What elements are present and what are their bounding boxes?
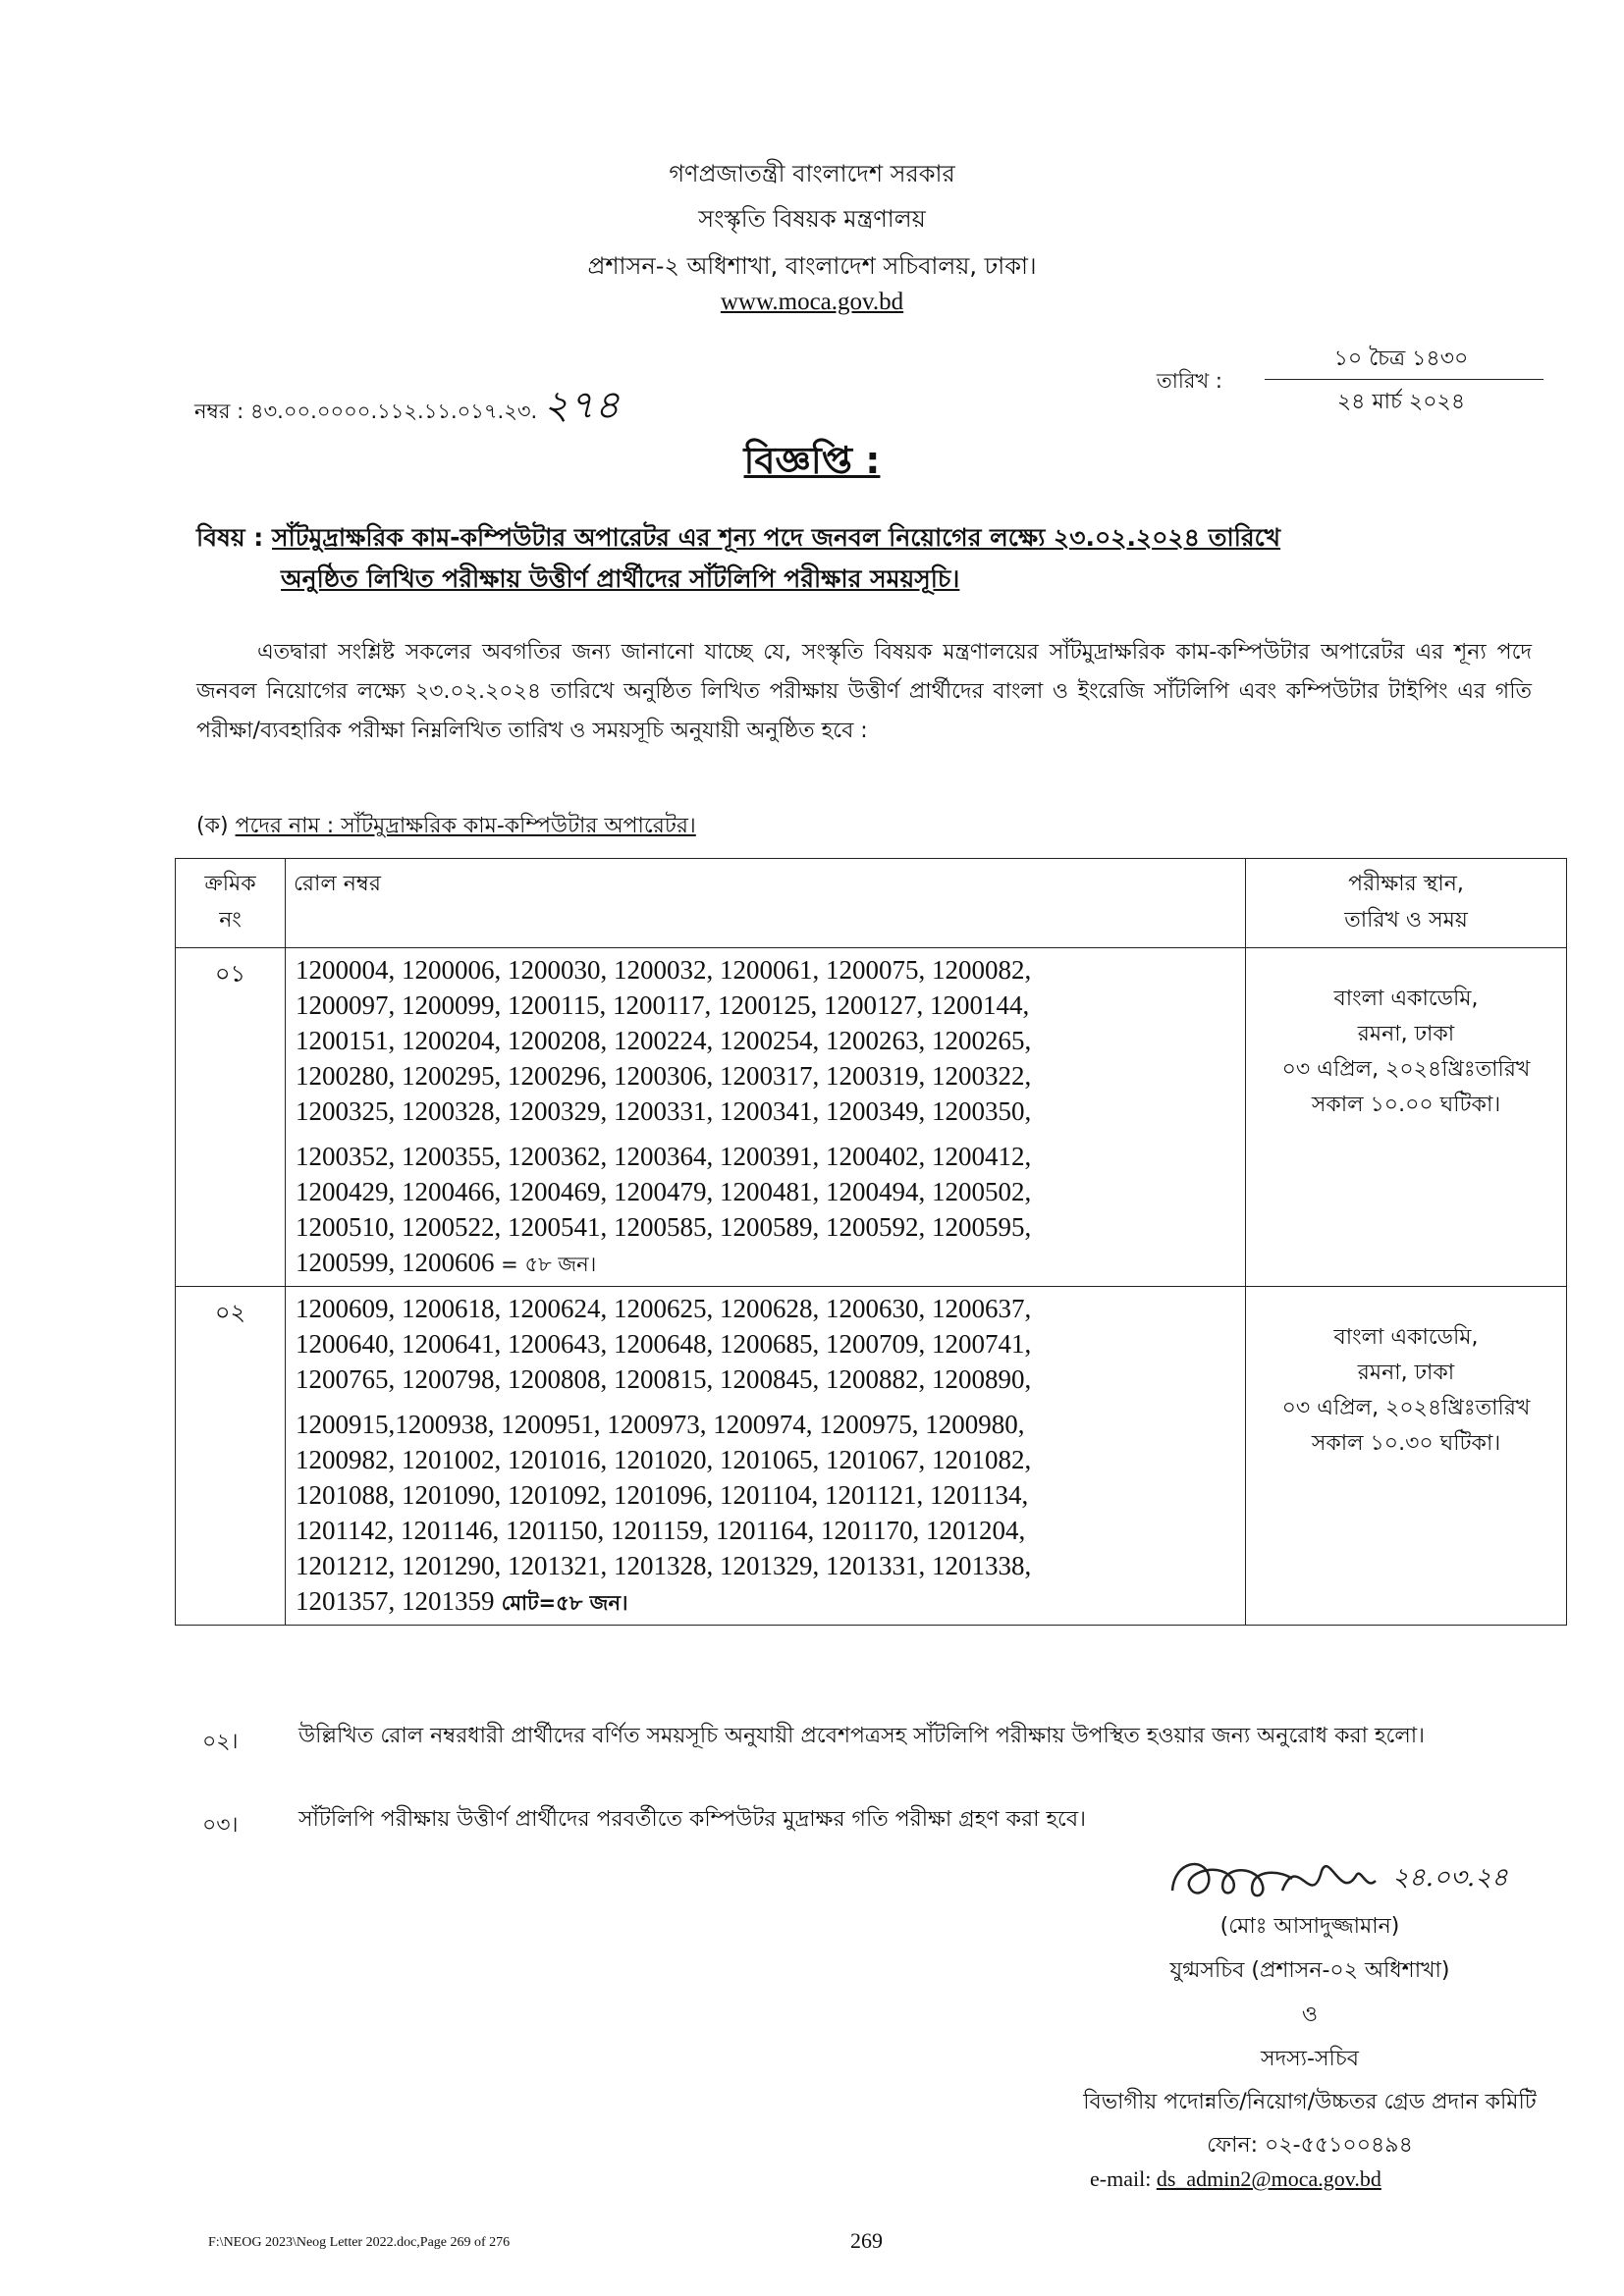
roll-line: 1200915,1200938, 1200951, 1200973, 1200974, 1200975, 1200980, (296, 1410, 1025, 1439)
venue-date: ০৩ এপ্রিল, ২০২৪খ্রিঃতারিখ (1281, 1057, 1531, 1082)
note-number: ০২। (202, 1730, 239, 1754)
header-serial-line2: নং (219, 908, 242, 933)
header-venue-line1: পরীক্ষার স্থান, (1348, 872, 1464, 896)
header-serial-line1: ক্রমিক (204, 872, 256, 896)
date-divider (1265, 379, 1543, 380)
header-roll: রোল নম্বর (286, 859, 1246, 948)
venue-cell (1246, 1287, 1567, 1626)
subject-line-2: অনুষ্ঠিত লিখিত পরীক্ষায় উত্তীর্ণ প্রার্থীদের সাঁটলিপি পরীক্ষার সময়সূচি। (281, 564, 960, 593)
signatory-committee: বিভাগীয় পদোন্নতি/নিয়োগ/উচ্চতর গ্রেড প্রদান কমিটি (1083, 2090, 1537, 2114)
roll-line: 1200325, 1200328, 1200329, 1200331, 1200341, 1200349, 1200350, (296, 1096, 1032, 1126)
table-header-row (176, 859, 1567, 948)
subject (196, 517, 1571, 600)
venue-area: রমনা, ঢাকা (1357, 1361, 1455, 1385)
subject-label: বিষয় : (196, 523, 264, 552)
roll-line-last (296, 1245, 1235, 1282)
notice-title: বিজ্ঞপ্তি : (743, 439, 881, 482)
post-prefix: (ক) (196, 814, 229, 838)
ministry-website-link[interactable]: www.moca.gov.bd (720, 289, 904, 315)
header-venue-line2: তারিখ ও সময় (1344, 908, 1468, 933)
row-serial: ০১ (176, 948, 286, 1287)
body-paragraph: এতদ্বারা সংশ্লিষ্ট সকলের অবগতির জন্য জানানো যাচ্ছে যে, সংস্কৃতি বিষয়ক মন্ত্রণালয়ের সাঁটমুদ্রাক্ষরিক কাম-কম্পিউটার অপারেটর এর শূন্য পদে জনবল নিয়োগের লক্ষ্যে ২৩.০২.২০২৪ তারিখে অনুষ্ঠিত লিখিত পরীক্ষায় উত্তীর্ণ প্রার্থীদের বাংলা ও ইংরেজি সাঁটলিপি এবং কম্পিউটার টাইপিং এর গতি পরীক্ষা/ব্যবহারিক পরীক্ষা নিম্নলিখিত তারিখ ও সময়সূচি অনুযায়ী অনুষ্ঠিত হবে : (196, 640, 1532, 743)
govt-name: গণপ্রজাতন্ত্রী বাংলাদেশ সরকার (669, 160, 955, 187)
roll-line: 1201142, 1201146, 1201150, 1201159, 1201164, 1201170, 1201204, (296, 1516, 1026, 1545)
roll-table (175, 858, 1567, 1626)
roll-total: = ৫৮ জন। (494, 1253, 597, 1276)
roll-numbers-cell (286, 1287, 1246, 1626)
post-name: পদের নাম : সাঁটমুদ্রাক্ষরিক কাম-কম্পিউটার অপারেটর। (235, 814, 696, 838)
venue-cell (1246, 948, 1567, 1287)
roll-line: 1201212, 1201290, 1201321, 1201328, 1201329, 1201331, 1201338, (296, 1551, 1032, 1580)
roll-line: 1200004, 1200006, 1200030, 1200032, 1200061, 1200075, 1200082, (296, 955, 1032, 985)
header-venue (1246, 859, 1567, 948)
venue-time: সকাল ১০.৩০ ঘটিকা। (1311, 1431, 1501, 1456)
venue-time: সকাল ১০.০০ ঘটিকা। (1311, 1093, 1501, 1117)
roll-line: 1200982, 1201002, 1201016, 1201020, 1201065, 1201067, 1201082, (296, 1445, 1032, 1474)
roll-line: 1200151, 1200204, 1200208, 1200224, 1200254, 1200263, 1200265, (296, 1026, 1032, 1055)
date-bangla: ১০ চৈত্র ১৪৩০ (1333, 347, 1469, 371)
table-row (176, 1287, 1567, 1626)
venue-place: বাংলা একাডেমি, (1333, 987, 1479, 1011)
signatory-role: সদস্য-সচিব (1261, 2047, 1359, 2071)
post-name-line (196, 807, 696, 846)
venue-place: বাংলা একাডেমি, (1333, 1325, 1479, 1350)
roll-line: 1200765, 1200798, 1200808, 1200815, 1200845, 1200882, 1200890, (296, 1364, 1032, 1394)
table-row (176, 948, 1567, 1287)
signature-date: ২৪.০৩.২৪ (1392, 1863, 1508, 1893)
office-address: প্রশাসন-২ অধিশাখা, বাংলাদেশ সচিবালয়, ঢাকা। (587, 252, 1037, 280)
page-number: 269 (850, 2228, 883, 2253)
email-link[interactable]: ds_admin2@moca.gov.bd (1156, 2166, 1381, 2191)
subject-line-1: সাঁটমুদ্রাক্ষরিক কাম-কম্পিউটার অপারেটর এর শূন্য পদে জনবল নিয়োগের লক্ষ্যে ২৩.০২.২০২৪ তারিখে (272, 523, 1281, 552)
email-label: e-mail: (1090, 2166, 1152, 2191)
roll-line-last (296, 1583, 1235, 1621)
note-text: উল্লিখিত রোল নম্বরধারী প্রার্থীদের বর্ণিত সময়সূচি অনুযায়ী প্রবেশপত্রসহ সাঁটলিপি পরীক্ষায় উপস্থিত হওয়ার জন্য অনুরোধ করা হলো। (298, 1724, 1425, 1748)
roll-line: 1200097, 1200099, 1200115, 1200117, 1200125, 1200127, 1200144, (296, 990, 1030, 1020)
roll-numbers-cell (286, 948, 1246, 1287)
roll-last: 1200599, 1200606 (296, 1248, 495, 1277)
roll-line: 1200640, 1200641, 1200643, 1200648, 1200685, 1200709, 1200741, (296, 1329, 1032, 1359)
venue-area: রমনা, ঢাকা (1357, 1022, 1455, 1046)
roll-line: 1200510, 1200522, 1200541, 1200585, 1200589, 1200592, 1200595, (296, 1212, 1032, 1242)
memo-handwritten-number: ২৭৪ (543, 383, 621, 428)
signatory-designation: যুগ্মসচিব (প্রশাসন-০২ অধিশাখা) (1169, 1958, 1450, 1983)
signatory-phone: ফোন: ০২-৫৫১০০৪৯৪ (1207, 2133, 1413, 2158)
note-number: ০৩। (202, 1813, 239, 1838)
roll-line: 1200280, 1200295, 1200296, 1200306, 1200317, 1200319, 1200322, (296, 1061, 1032, 1091)
roll-last: 1201357, 1201359 (296, 1586, 495, 1616)
memo-number-text: নম্বর : ৪৩.০০.০০০০.১১২.১১.০১৭.২৩. (194, 400, 538, 423)
signature-image (1164, 1842, 1508, 1920)
roll-line: 1200352, 1200355, 1200362, 1200364, 1200391, 1200402, 1200412, (296, 1142, 1032, 1171)
ministry-name: সংস্কৃতি বিষয়ক মন্ত্রণালয় (698, 205, 926, 233)
header-serial (176, 859, 286, 948)
signatory-and: ও (1301, 2002, 1319, 2027)
file-path-footer: F:\NEOG 2023\Neog Letter 2022.doc,Page 269 of 276 (208, 2235, 511, 2250)
venue-date: ০৩ এপ্রিল, ২০২৪খ্রিঃতারিখ (1281, 1396, 1531, 1420)
memo-number (194, 374, 620, 440)
note-text: সাঁটলিপি পরীক্ষায় উত্তীর্ণ প্রার্থীদের পরবর্তীতে কম্পিউটর মুদ্রাক্ষর গতি পরীক্ষা গ্রহণ করা হবে। (298, 1807, 1086, 1832)
signatory-name: (মোঃ আসাদুজ্জামান) (1219, 1914, 1400, 1939)
signatory-email-row (1090, 2166, 1381, 2192)
row-serial: ০২ (176, 1287, 286, 1626)
roll-line: 1201088, 1201090, 1201092, 1201096, 1201104, 1201121, 1201134, (296, 1480, 1029, 1510)
date-label: তারিখ : (1157, 369, 1222, 393)
roll-line: 1200429, 1200466, 1200469, 1200479, 1200481, 1200494, 1200502, (296, 1177, 1032, 1206)
roll-line: 1200609, 1200618, 1200624, 1200625, 1200628, 1200630, 1200637, (296, 1294, 1032, 1323)
date-english: ২৪ মার্চ ২০২৪ (1336, 390, 1466, 414)
roll-total: মোট=৫৮ জন। (494, 1591, 628, 1615)
